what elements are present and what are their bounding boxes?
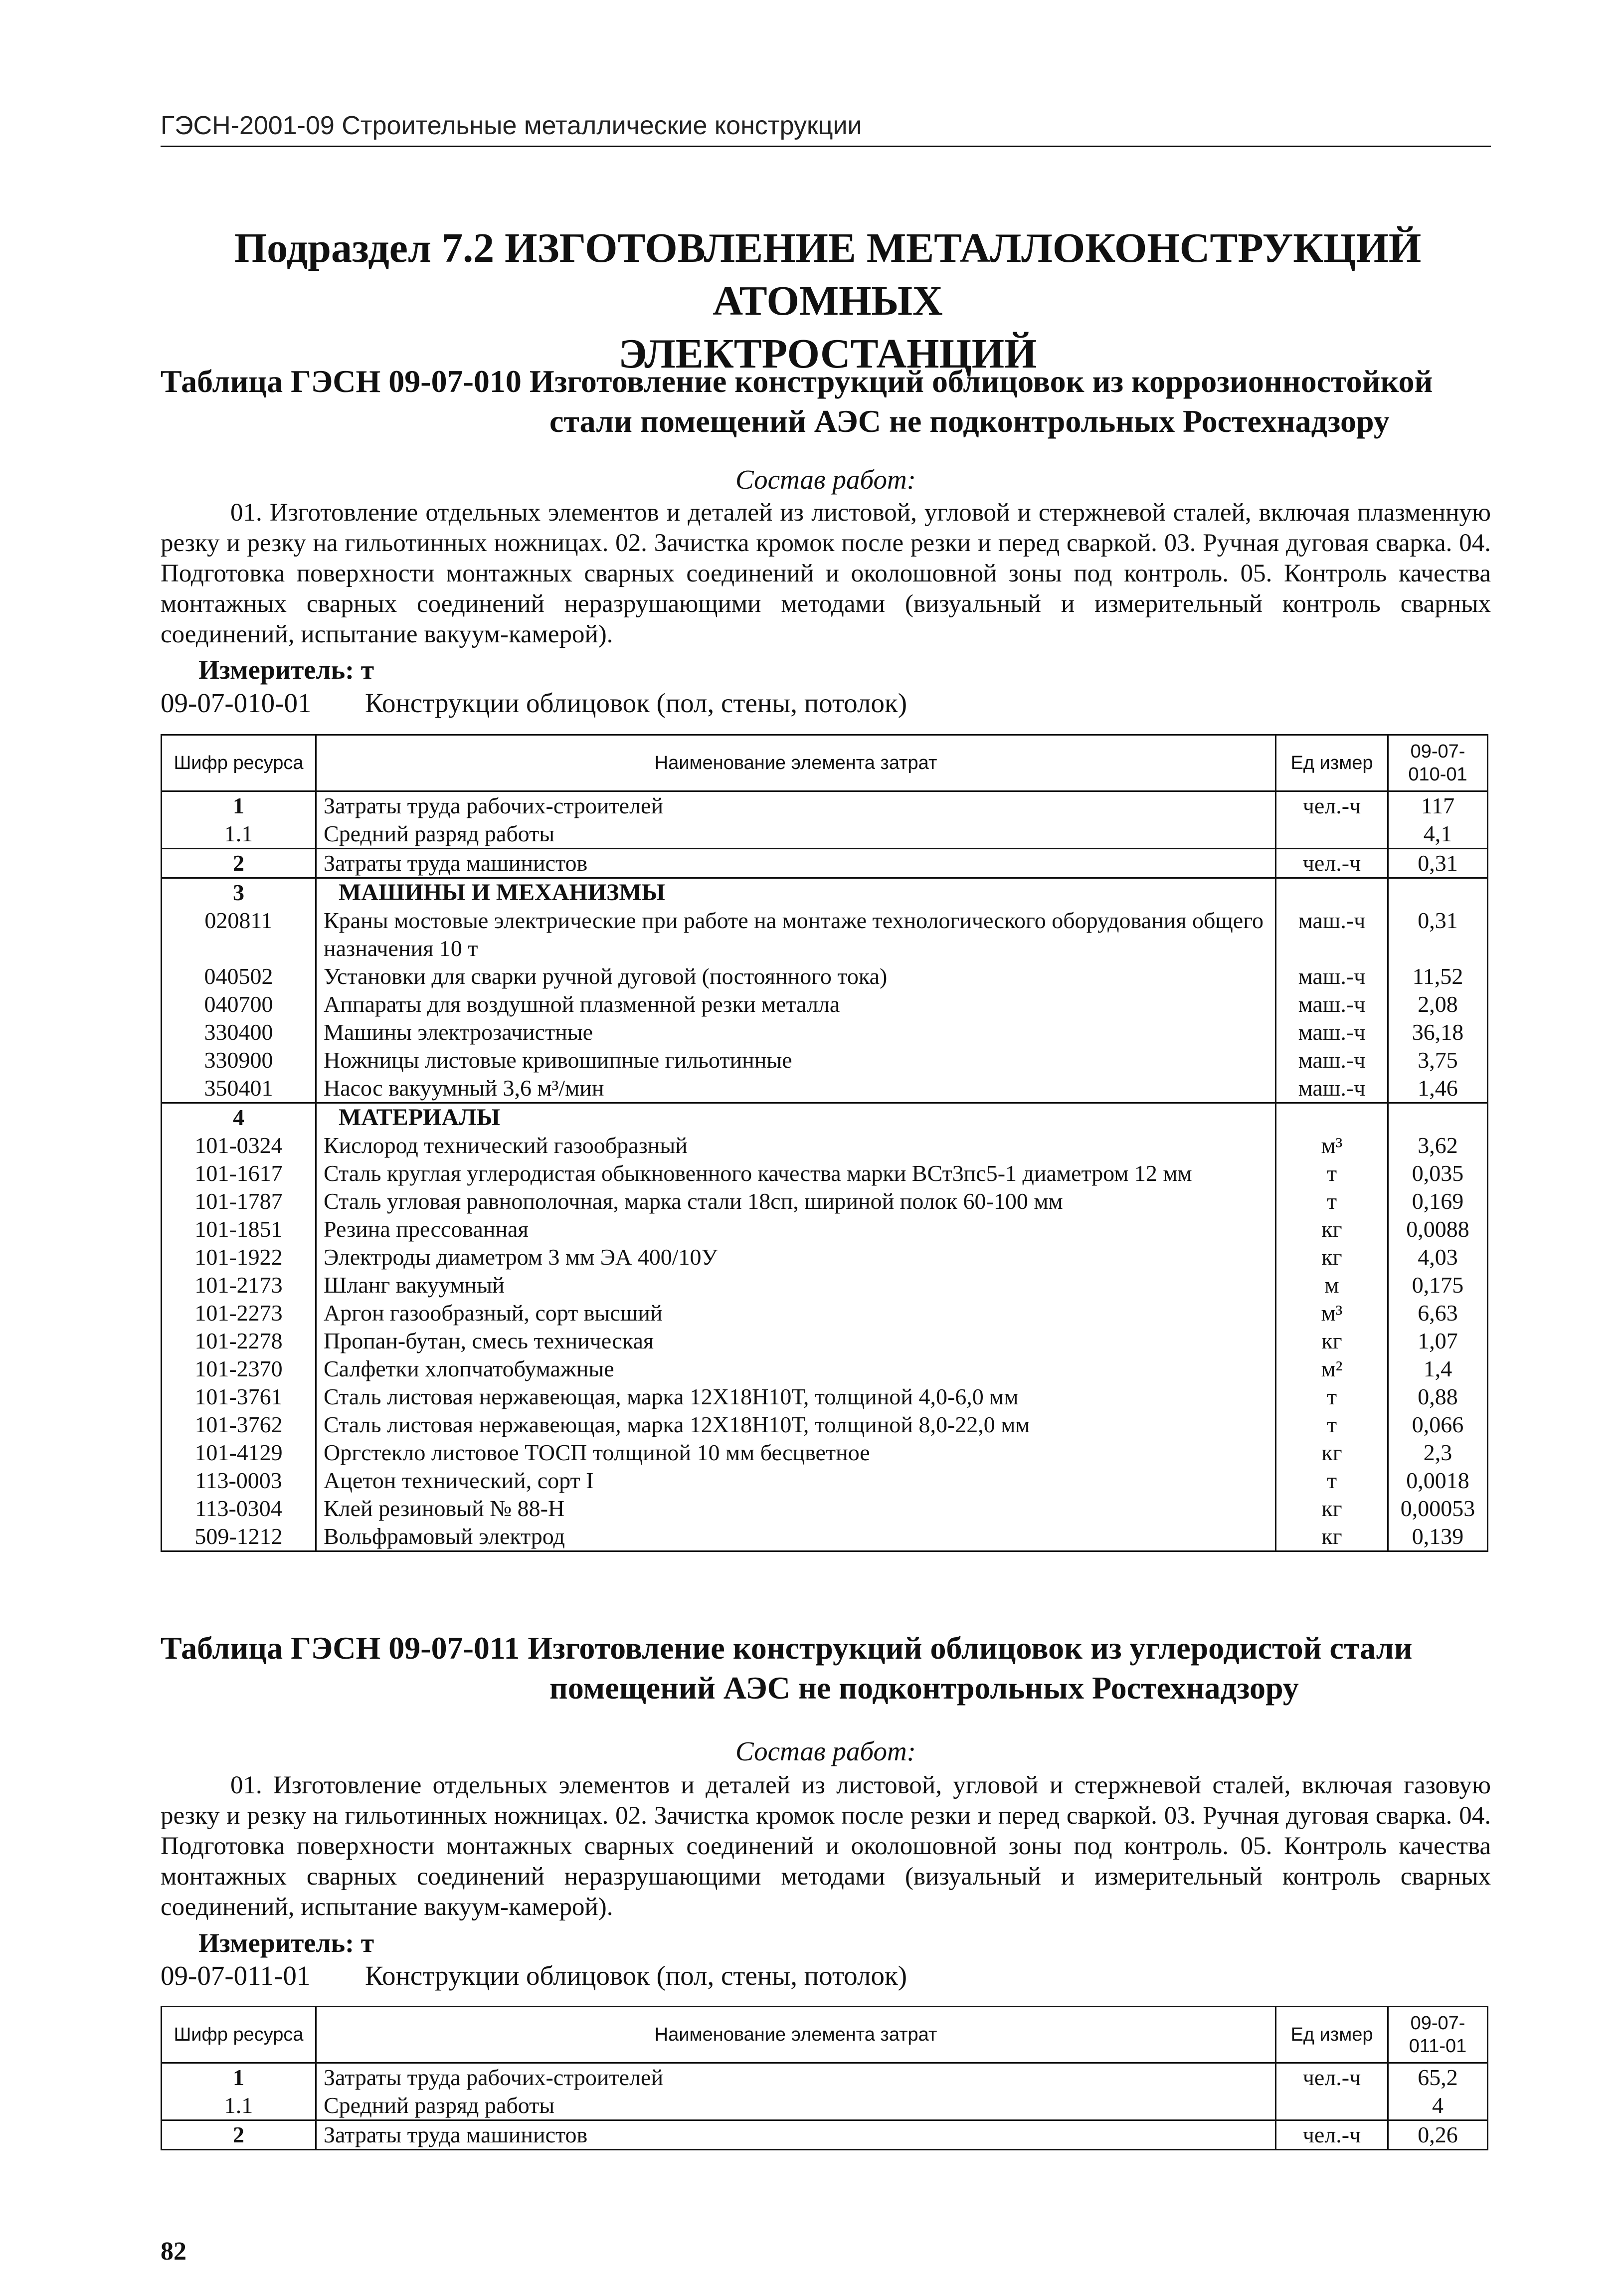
row-unit: чел.-ч [1276,2063,1388,2092]
row-unit: т [1276,1187,1388,1215]
row-value: 3,62 [1388,1132,1488,1159]
row-code: 3 [162,878,316,907]
row-value: 1,07 [1388,1327,1488,1355]
section-title-line1: Подраздел 7.2 ИЗГОТОВЛЕНИЕ МЕТАЛЛОКОНСТРУКЦИЙ АТОМНЫХ [234,225,1422,324]
row-code: 1 [162,2063,316,2092]
row-name: Кислород технический газообразный [316,1132,1276,1159]
table2-code-line [161,1960,907,1991]
table1-code: 09-07-010-01 [161,688,312,718]
row-value: 0,139 [1388,1523,1488,1551]
row-code: 113-0304 [162,1495,316,1523]
row-code: 040502 [162,962,316,990]
row-value: 0,066 [1388,1411,1488,1439]
row-name: Насос вакуумный 3,6 м³/мин [316,1074,1276,1103]
row-value: 4 [1388,2092,1488,2120]
table-row [162,1495,1488,1523]
row-unit: т [1276,1411,1388,1439]
row-value: 6,63 [1388,1299,1488,1327]
row-name: Машины электрозачистные [316,1018,1276,1046]
row-value: 1,4 [1388,1355,1488,1383]
table2-sostav-text: 01. Изготовление отдельных элементов и деталей из листовой, угловой и стержневой сталей, включая газовую резку и резку на гильотинных ножницах. 02. Зачистка кромок после резки и перед сваркой. 03. Ручная дуговая сварка. 04. Подготовка поверхности монтажных сварных соединений и околошовной зоны под контроль. 05. Контроль качества монтажных сварных соединений неразрушающими методами (визуальный и измерительный контроль сварных соединений, испытание вакуум-камерой). [161,1771,1491,1921]
row-value: 0,00053 [1388,1495,1488,1523]
table-row [162,2120,1488,2150]
row-name: Затраты труда рабочих-строителей [316,2063,1276,2092]
table1-header-code: Шифр ресурса [162,735,316,791]
table1-measure: Измеритель: т [198,655,374,685]
table2-header-value-l2: 011-01 [1409,2036,1467,2057]
row-value: 0,0088 [1388,1215,1488,1243]
row-name: Ацетон технический, сорт I [316,1467,1276,1495]
row-code: 1 [162,791,316,820]
row-unit: кг [1276,1215,1388,1243]
table-row [162,2063,1488,2092]
table1-title-line2: стали помещений АЭС не подконтрольных Ростехнадзору [549,403,1390,439]
row-code: 113-0003 [162,1467,316,1495]
row-name: Краны мостовые электрические при работе на монтаже технологического оборудования общего назначения 10 т [316,907,1276,962]
row-value: 0,175 [1388,1271,1488,1299]
table-row [162,1215,1488,1243]
table-row [162,1187,1488,1215]
row-code: 101-2370 [162,1355,316,1383]
row-unit: маш.-ч [1276,1046,1388,1074]
row-code: 101-1617 [162,1159,316,1187]
row-unit: кг [1276,1495,1388,1523]
row-name: МАТЕРИАЛЫ [316,1103,1276,1132]
row-value: 0,169 [1388,1187,1488,1215]
row-name: Ножницы листовые кривошипные гильотинные [316,1046,1276,1074]
table-row [162,1439,1488,1467]
row-code: 101-1922 [162,1243,316,1271]
row-name: Сталь угловая равнополочная, марка стали 18сп, шириной полок 60-100 мм [316,1187,1276,1215]
row-unit: чел.-ч [1276,2120,1388,2150]
row-name: Пропан-бутан, смесь техническая [316,1327,1276,1355]
row-unit: маш.-ч [1276,907,1388,962]
row-value: 65,2 [1388,2063,1488,2092]
table1-sostav-text: 01. Изготовление отдельных элементов и деталей из листовой, угловой и стержневой сталей, включая плазменную резку и резку на гильотинных ножницах. 02. Зачистка кромок после резки и перед сваркой. 03. Ручная дуговая сварка. 04. Подготовка поверхности монтажных сварных соединений и околошовной зоны под контроль. 05. Контроль качества монтажных сварных соединений неразрушающими методами (визуальный и измерительный контроль сварных соединений, испытание вакуум-камерой). [161,499,1491,648]
table-row [162,1046,1488,1074]
table2-header-unit: Ед измер [1276,2007,1388,2063]
row-name: Шланг вакуумный [316,1271,1276,1299]
header-rule [161,146,1491,147]
row-value: 0,31 [1388,849,1488,878]
row-unit: маш.-ч [1276,990,1388,1018]
table1-header-value-l2: 010-01 [1408,764,1467,785]
row-value: 11,52 [1388,962,1488,990]
table-row [162,1271,1488,1299]
row-unit: чел.-ч [1276,849,1388,878]
row-unit: м² [1276,1355,1388,1383]
row-value: 0,035 [1388,1159,1488,1187]
row-value [1388,878,1488,907]
table-section-row [162,878,1488,907]
section-title [150,222,1506,381]
section-title-line2: ЭЛЕКТРОСТАНЦИЙ [618,331,1037,377]
row-unit [1276,820,1388,849]
table-row [162,1074,1488,1103]
row-value: 4,03 [1388,1243,1488,1271]
row-value: 117 [1388,791,1488,820]
row-unit: маш.-ч [1276,962,1388,990]
row-unit: кг [1276,1327,1388,1355]
table2-code-desc: Конструкции облицовок (пол, стены, потолок) [365,1960,907,1991]
row-name: Аргон газообразный, сорт высший [316,1299,1276,1327]
table-row [162,1355,1488,1383]
row-name: Резина прессованная [316,1215,1276,1243]
row-name: Клей резиновый № 88-Н [316,1495,1276,1523]
row-code: 101-1787 [162,1187,316,1215]
row-code: 330400 [162,1018,316,1046]
row-name: Сталь круглая углеродистая обыкновенного качества марки ВСт3пс5-1 диаметром 12 мм [316,1159,1276,1187]
row-unit: кг [1276,1243,1388,1271]
table-row [162,907,1488,962]
row-name: Средний разряд работы [316,820,1276,849]
table1-code-line [161,687,907,719]
table-row [162,1327,1488,1355]
table-row [162,1243,1488,1271]
table2-sostav-heading: Состав работ: [735,1736,916,1766]
row-value: 1,46 [1388,1074,1488,1103]
table-row [162,820,1488,849]
table1-code-desc: Конструкции облицовок (пол, стены, потолок) [365,688,907,718]
row-value: 36,18 [1388,1018,1488,1046]
row-name: МАШИНЫ И МЕХАНИЗМЫ [316,878,1276,907]
table-row [162,1132,1488,1159]
table-row [162,1159,1488,1187]
table2-header-code: Шифр ресурса [162,2007,316,2063]
row-value: 0,0018 [1388,1467,1488,1495]
row-value: 2,08 [1388,990,1488,1018]
row-code: 330900 [162,1046,316,1074]
row-unit: чел.-ч [1276,791,1388,820]
table2-title [161,1628,1507,1708]
row-code: 101-2278 [162,1327,316,1355]
row-code: 2 [162,2120,316,2150]
row-value: 0,88 [1388,1383,1488,1411]
table-section-row [162,1103,1488,1132]
table-row [162,1299,1488,1327]
row-unit [1276,878,1388,907]
table-row [162,1523,1488,1551]
row-value [1388,1103,1488,1132]
row-unit: м³ [1276,1299,1388,1327]
table1-title [161,362,1507,441]
table2-measure: Измеритель: т [198,1928,374,1958]
row-code: 101-3762 [162,1411,316,1439]
table2-code: 09-07-011-01 [161,1960,311,1991]
table1-header-value-l1: 09-07- [1410,741,1465,762]
row-code: 020811 [162,907,316,962]
row-unit: м [1276,1271,1388,1299]
row-code: 101-2273 [162,1299,316,1327]
row-value: 3,75 [1388,1046,1488,1074]
row-unit: т [1276,1159,1388,1187]
table-row [162,1018,1488,1046]
running-header: ГЭСН-2001-09 Строительные металлические конструкции [161,111,862,140]
table2-header-value [1388,2007,1488,2063]
row-unit: т [1276,1467,1388,1495]
table-row [162,2092,1488,2120]
row-code: 1.1 [162,820,316,849]
row-code: 040700 [162,990,316,1018]
table-row [162,849,1488,878]
row-code: 101-1851 [162,1215,316,1243]
row-code: 1.1 [162,2092,316,2120]
row-unit [1276,2092,1388,2120]
table-row [162,1383,1488,1411]
row-code: 350401 [162,1074,316,1103]
row-code: 101-3761 [162,1383,316,1411]
row-code: 101-2173 [162,1271,316,1299]
row-unit: маш.-ч [1276,1018,1388,1046]
row-unit: м³ [1276,1132,1388,1159]
table1-header-name: Наименование элемента затрат [316,735,1276,791]
table2-title-line1: Таблица ГЭСН 09-07-011 Изготовление конструкций облицовок из углеродистой стали [161,1630,1413,1666]
row-name: Сталь листовая нержавеющая, марка 12Х18Н10Т, толщиной 4,0-6,0 мм [316,1383,1276,1411]
row-unit: т [1276,1383,1388,1411]
row-name: Затраты труда машинистов [316,849,1276,878]
row-name: Электроды диаметром 3 мм ЭА 400/10У [316,1243,1276,1271]
row-code: 101-4129 [162,1439,316,1467]
table1-cost-table [161,734,1488,1552]
row-name: Вольфрамовый электрод [316,1523,1276,1551]
row-unit: кг [1276,1439,1388,1467]
row-name: Затраты труда машинистов [316,2120,1276,2150]
table-row [162,1467,1488,1495]
table1-header-value [1388,735,1488,791]
page-number: 82 [161,2237,186,2266]
row-value: 2,3 [1388,1439,1488,1467]
row-code: 2 [162,849,316,878]
row-code: 4 [162,1103,316,1132]
row-name: Установки для сварки ручной дуговой (постоянного тока) [316,962,1276,990]
table-row [162,791,1488,820]
table1-title-line1: Таблица ГЭСН 09-07-010 Изготовление конструкций облицовок из коррозионностойкой [161,364,1433,399]
row-value: 4,1 [1388,820,1488,849]
row-name: Средний разряд работы [316,2092,1276,2120]
row-value: 0,26 [1388,2120,1488,2150]
row-unit: маш.-ч [1276,1074,1388,1103]
table1-sostav-heading: Состав работ: [735,464,916,495]
table-row [162,1411,1488,1439]
row-code: 101-0324 [162,1132,316,1159]
table-row [162,990,1488,1018]
row-name: Оргстекло листовое ТОСП толщиной 10 мм бесцветное [316,1439,1276,1467]
table1-header-unit: Ед измер [1276,735,1388,791]
row-name: Аппараты для воздушной плазменной резки металла [316,990,1276,1018]
table-row [162,962,1488,990]
table2-header-name: Наименование элемента затрат [316,2007,1276,2063]
row-name: Салфетки хлопчатобумажные [316,1355,1276,1383]
row-code: 509-1212 [162,1523,316,1551]
table2-header-value-l1: 09-07- [1410,2013,1465,2034]
row-unit [1276,1103,1388,1132]
row-name: Затраты труда рабочих-строителей [316,791,1276,820]
table2-title-line2: помещений АЭС не подконтрольных Ростехнадзору [549,1670,1299,1706]
table2-cost-table [161,2006,1488,2150]
row-name: Сталь листовая нержавеющая, марка 12Х18Н10Т, толщиной 8,0-22,0 мм [316,1411,1276,1439]
row-unit: кг [1276,1523,1388,1551]
row-value: 0,31 [1388,907,1488,962]
